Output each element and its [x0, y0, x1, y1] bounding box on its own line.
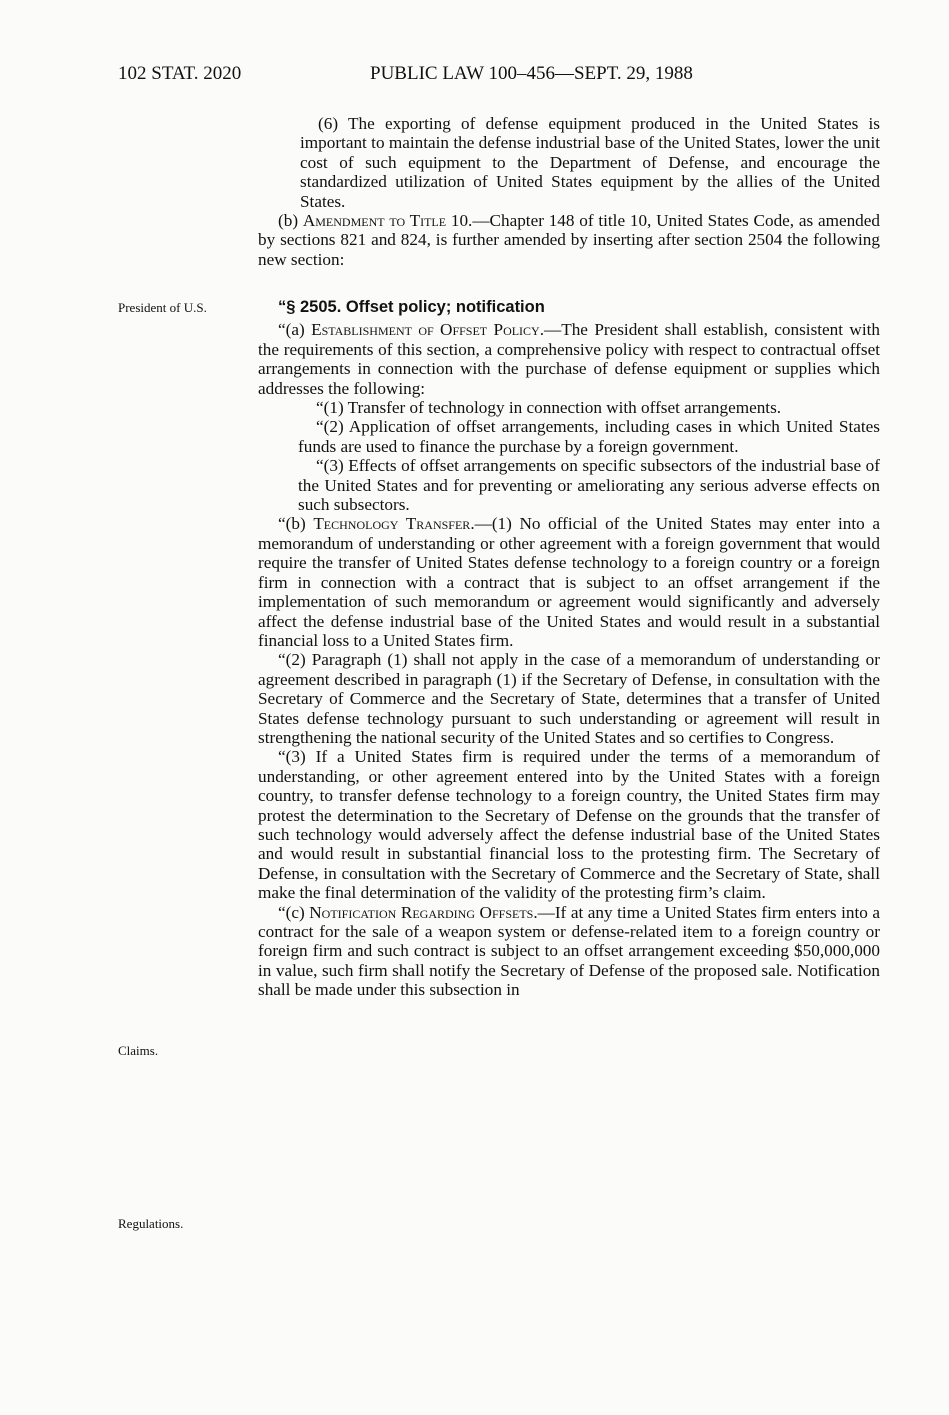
subsection-label: “(c) [278, 902, 310, 922]
running-head: PUBLIC LAW 100–456—SEPT. 29, 1988 [370, 63, 693, 84]
subsection-heading: Establishment of Offset Policy [311, 320, 540, 340]
subsection-label: (b) [278, 211, 303, 231]
subsection-label: “(b) [278, 514, 314, 534]
subsection-a [258, 320, 880, 398]
paragraph-a1: “(1) Transfer of technology in connection with offset arrangements. [316, 398, 782, 418]
margin-note-regulations: Regulations. [118, 1216, 184, 1231]
text-block-section [258, 298, 880, 1000]
margin-note-claims: Claims. [118, 1043, 159, 1058]
text-block-top [258, 114, 880, 269]
subsection-c [258, 903, 880, 1000]
paragraph-a3: “(3) Effects of offset arrangements on specific subsectors of the industrial base of the United States and for preventing or ameliorating any serious adverse effects on such subsectors. [298, 456, 880, 515]
stat-page-number: 102 STAT. 2020 [118, 63, 242, 84]
subsection-label: “(a) [278, 320, 312, 340]
subsection-heading: Amendment to Title [302, 211, 447, 231]
subsection-b-amendment [258, 211, 880, 269]
subsection-heading: Notification Regarding Offsets [309, 902, 534, 922]
subsection-heading: Technology Transfer [313, 514, 471, 534]
paragraph-b2: “(2) Paragraph (1) shall not apply in the case of a memorandum of understanding or agreement described in paragraph (1) if the Secretary of Defense, in consultation with the Secretary of Commerce and the Secretary of State, determines that a transfer of United States defense technology pursuant to such understanding or agreement will result in strengthening the national security of the United States and so certifies to Congress. [258, 650, 880, 747]
section-heading: “§ 2505. Offset policy; notification [278, 298, 545, 316]
subsection-text: .—If at any time a United States firm enters into a contract for the sale of a weapon system or defense-related item to a foreign country or foreign firm and such contract is subject to an offset arrangement exceeding $50,000,000 in value, such firm shall notify the Secretary of Defense of the proposed sale. Notification shall be made under this subsection in [258, 902, 880, 1000]
subsection-text: 10.—Chapter 148 of title 10, United States Code, as amended by sections 821 and 824, is further amended by inserting after section 2504 the following new section: [258, 211, 880, 269]
subsection-text: .—The President shall establish, consistent with the requirements of this section, a comprehensive policy with respect to contractual offset arrangements in connection with the purchase of defense equipment or supplies which addresses the following: [258, 320, 880, 398]
margin-note-president: President of U.S. [118, 300, 207, 315]
paragraph-6: (6) The exporting of defense equipment produced in the United States is important to maintain the defense industrial base of the United States, lower the unit cost of such equipment to the Department of Defense, and encourage the standardized utilization of United States equipment by the allies of the United States. [300, 114, 880, 211]
subsection-b-technology [258, 514, 880, 650]
subsection-text: .—(1) No official of the United States may enter into a memorandum of understanding or other agreement with a foreign government that would require the transfer of United States defense technology to a foreign country or a foreign firm in connection with a contract that is subject to an offset arrangement if the implementation of such memorandum or agreement would significantly and adversely affect the defense industrial base of the United States and would result in a substantial financial loss to a United States firm. [258, 514, 880, 650]
paragraph-a2: “(2) Application of offset arrangements, including cases in which United States funds are used to finance the purchase by a foreign government. [298, 417, 880, 456]
paragraph-b3: “(3) If a United States firm is required under the terms of a memorandum of understanding, or other agreement entered into by the United States with a foreign country, to transfer defense technology to a foreign country, the United States firm may protest the determination to the Secretary of Defense on the grounds that the transfer of such technology would adversely affect the defense industrial base of the United States and would result in substantial financial loss to the protesting firm. The Secretary of Defense, in consultation with the Secretary of Commerce and the Secretary of State, shall make the final determination of the validity of the protesting firm’s claim. [258, 747, 880, 903]
